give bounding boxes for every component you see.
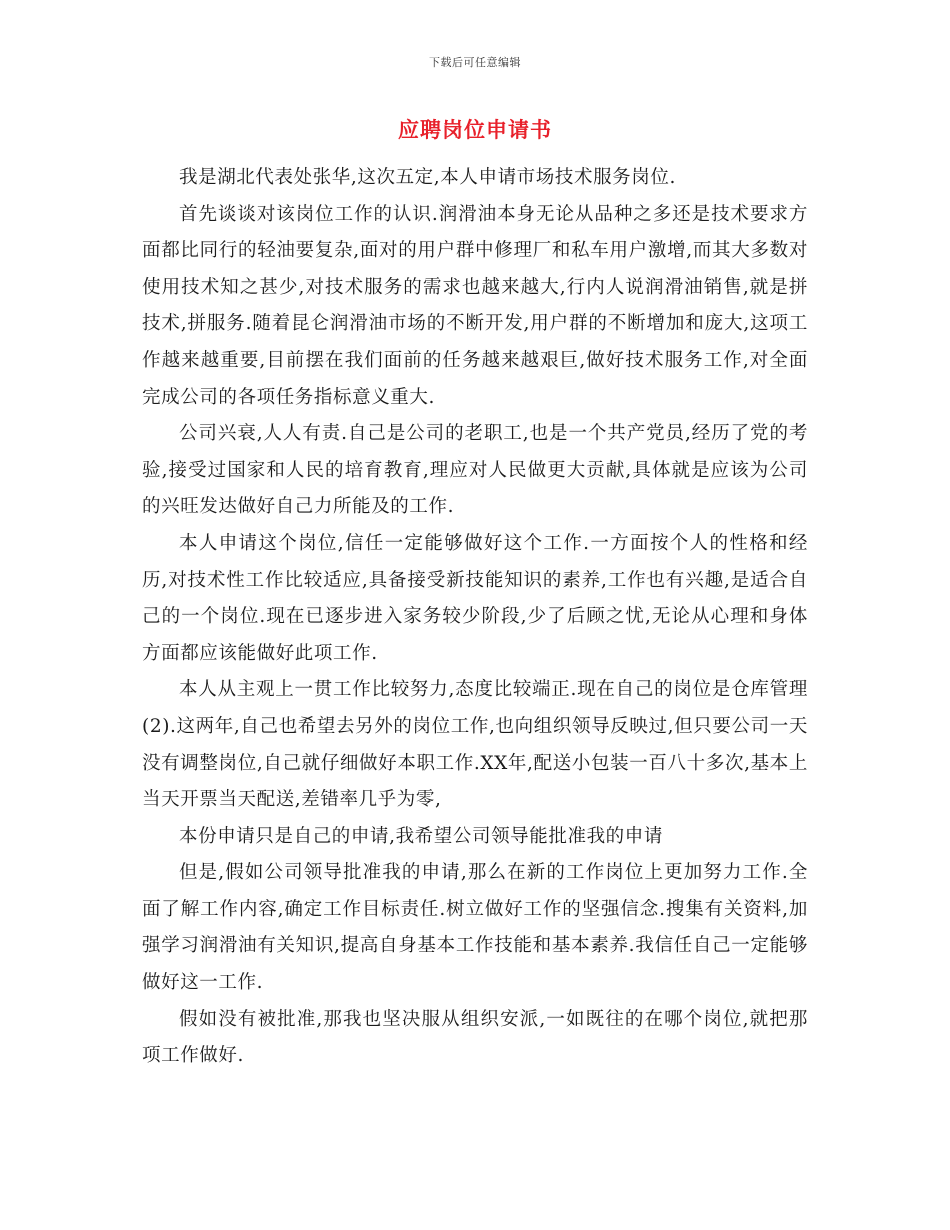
paragraph: 我是湖北代表处张华,这次五定,本人申请市场技术服务岗位.	[179, 167, 676, 188]
paragraph: 首先谈谈对该岗位工作的认识.润滑油本身无论从品种之多还是技术要求方面都比同行的轻油要复杂,面对的用户群中修理厂和私车用户激增,而其大多数对使用技术知之甚少,对技术服务的需求也越来越大,行内人说润滑油销售,就是拼技术,拼服务.随着昆仑润滑油市场的不断开发,用户群的不断增加和庞大,这项工作越来越重要,目前摆在我们面前的任务越来越艰巨,做好技术服务工作,对全面完成公司的各项任务指标意义重大.	[142, 203, 808, 408]
paragraph: 但是,假如公司领导批准我的申请,那么在新的工作岗位上更加努力工作.全面了解工作内容,确定工作目标责任.树立做好工作的坚强信念.搜集有关资料,加强学习润滑油有关知识,提高自身基本工作技能和基本素养.我信任自己一定能够做好这一工作.	[142, 862, 808, 994]
paragraph: 本人申请这个岗位,信任一定能够做好这个工作.一方面按个人的性格和经历,对技术性工作比较适应,具备接受新技能知识的素养,工作也有兴趣,是适合自己的一个岗位.现在已逐步进入家务较少阶段,少了后顾之忧,无论从心理和身体方面都应该能做好此项工作.	[142, 532, 808, 664]
paragraph: 本人从主观上一贯工作比较努力,态度比较端正.现在自己的岗位是仓库管理(2).这两年,自己也希望去另外的岗位工作,也向组织领导反映过,但只要公司一天没有调整岗位,自己就仔细做好本职工作.XX年,配送小包装一百八十多次,基本上当天开票当天配送,差错率几乎为零,	[142, 679, 808, 811]
document-title: 应聘岗位申请书	[398, 118, 552, 142]
header-note: 下载后可任意编辑	[429, 56, 521, 69]
paragraph: 假如没有被批准,那我也坚决服从组织安派,一如既往的在哪个岗位,就把那项工作做好.	[142, 1008, 808, 1067]
paragraph: 本份申请只是自己的申请,我希望公司领导能批准我的申请	[179, 825, 663, 847]
paragraph: 公司兴衰,人人有责.自己是公司的老职工,也是一个共产党员,经历了党的考验,接受过国家和人民的培育教育,理应对人民做更大贡献,具体就是应该为公司的兴旺发达做好自己力所能及的工作.	[142, 423, 808, 518]
document-body	[142, 160, 808, 1075]
